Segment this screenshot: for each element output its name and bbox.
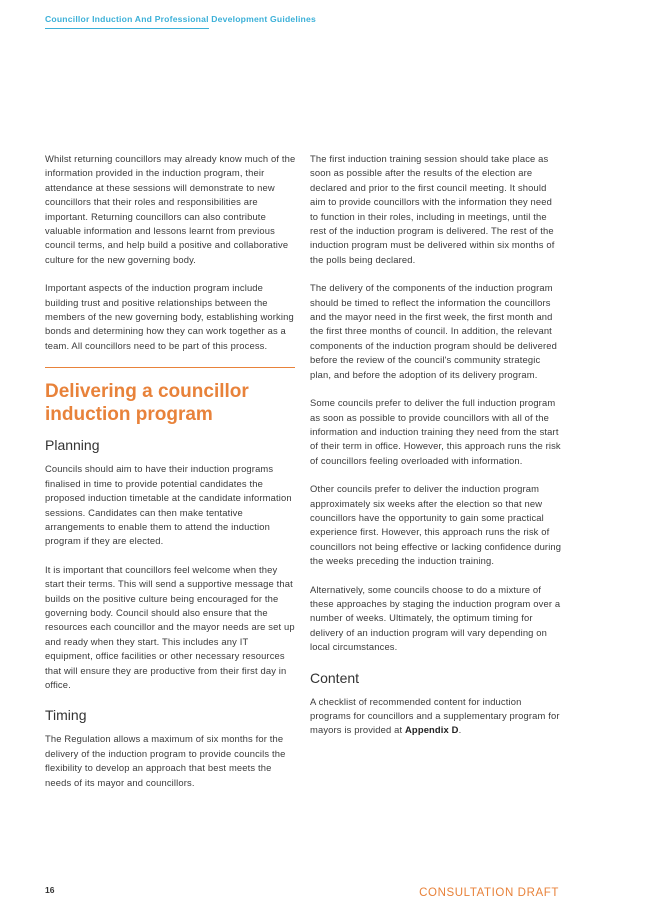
- appendix-d-link[interactable]: Appendix D: [405, 724, 459, 736]
- paragraph-six-weeks: Other councils prefer to deliver the induction program approximately six weeks after the election so that new councillors have the opportunity to gain some practical experience first. However, this approach runs the risk of councillors not being effective or lacking confidence during the weeks preceding the induction training.: [310, 483, 562, 567]
- right-column: [310, 152, 562, 752]
- paragraph-returning-councillors: Whilst returning councillors may already know much of the information provided in the induction program, their attendance at these sessions will demonstrate to new councillors that their roles and responsibilities are important. Returning councillors can also contribute valuable information and lessons learnt from previous council terms, and help build a positive and collaborative culture for the new governing body.: [45, 153, 296, 265]
- header-divider: [45, 28, 209, 29]
- paragraph-important-aspects: Important aspects of the induction program include building trust and positive relationships between the members of the new governing body, establishing working bonds and determining how they can work together as a team. All councillors need to be part of this process.: [45, 282, 294, 351]
- paragraph-planning-2: It is important that councillors feel welcome when they start their terms. This will send a supportive message that builds on the positive culture being encouraged for the governing body. Council should also ensure that the resources each councillor and the mayor needs are set up and ready when they start. This includes any IT equipment, office facilities or other necessary resources that will ensure they are productive from their first day in office.: [45, 563, 295, 690]
- section-heading: Delivering a councillor induction program: [45, 381, 249, 426]
- subheading-planning: Planning: [45, 437, 100, 454]
- paragraph-full-induction: Some councils prefer to deliver the full induction program as soon as possible to provide councillors with all of the information and induction training they need from the start of their term in office. However, this approach runs the risk of councillors feeling overloaded with information.: [310, 397, 561, 466]
- running-header: Councillor Induction And Professional Development Guidelines: [45, 14, 316, 24]
- subheading-content: Content: [310, 669, 360, 686]
- checklist-text: A checklist of recommended content for induction programs for councillors and a supplementary program for mayors is provided at: [310, 695, 560, 736]
- paragraph-planning-1: Councils should aim to have their induction programs finalised in time to provide potential candidates the proposed induction timetable at the candidate information sessions. Candidates can then make tentative arrangements to enable them to attend the induction program if they are elected.: [45, 463, 292, 547]
- page-number: 16: [45, 885, 55, 895]
- paragraph-mixture: Alternatively, some councils choose to do a mixture of these approaches by staging the induction program over a number of weeks. Ultimately, the optimum timing for delivery of an induction program will vary depending on local circumstances.: [310, 583, 561, 653]
- checklist-period: .: [458, 724, 462, 736]
- left-column: [45, 152, 297, 804]
- paragraph-first-session: The first induction training session should take place as soon as possible after the results of the election are declared and prior to the first council meeting. It should aim to provide councillors with the information they need to function in their roles, including in meetings, until the rest of the induction program is delivered. The rest of the induction program must be delivered within six months of the polls being declared.: [310, 153, 555, 265]
- paragraph-timing: The Regulation allows a maximum of six months for the delivery of the induction program to provide councils the flexibility to develop an approach that best meets the needs of its mayor and councillors.: [45, 733, 286, 788]
- subheading-timing: Timing: [45, 707, 87, 724]
- paragraph-checklist: [310, 695, 562, 738]
- section-divider: [45, 367, 295, 368]
- paragraph-delivery-components: The delivery of the components of the induction program should be timed to reflect the information the councillors and the mayor need in the first week, the first month and the first three months of council. In addition, the relevant components of the induction program should be delivered before the review of the council's community strategic plan, and before the adoption of its delivery program.: [310, 282, 557, 380]
- consultation-draft-label: CONSULTATION DRAFT: [419, 887, 559, 899]
